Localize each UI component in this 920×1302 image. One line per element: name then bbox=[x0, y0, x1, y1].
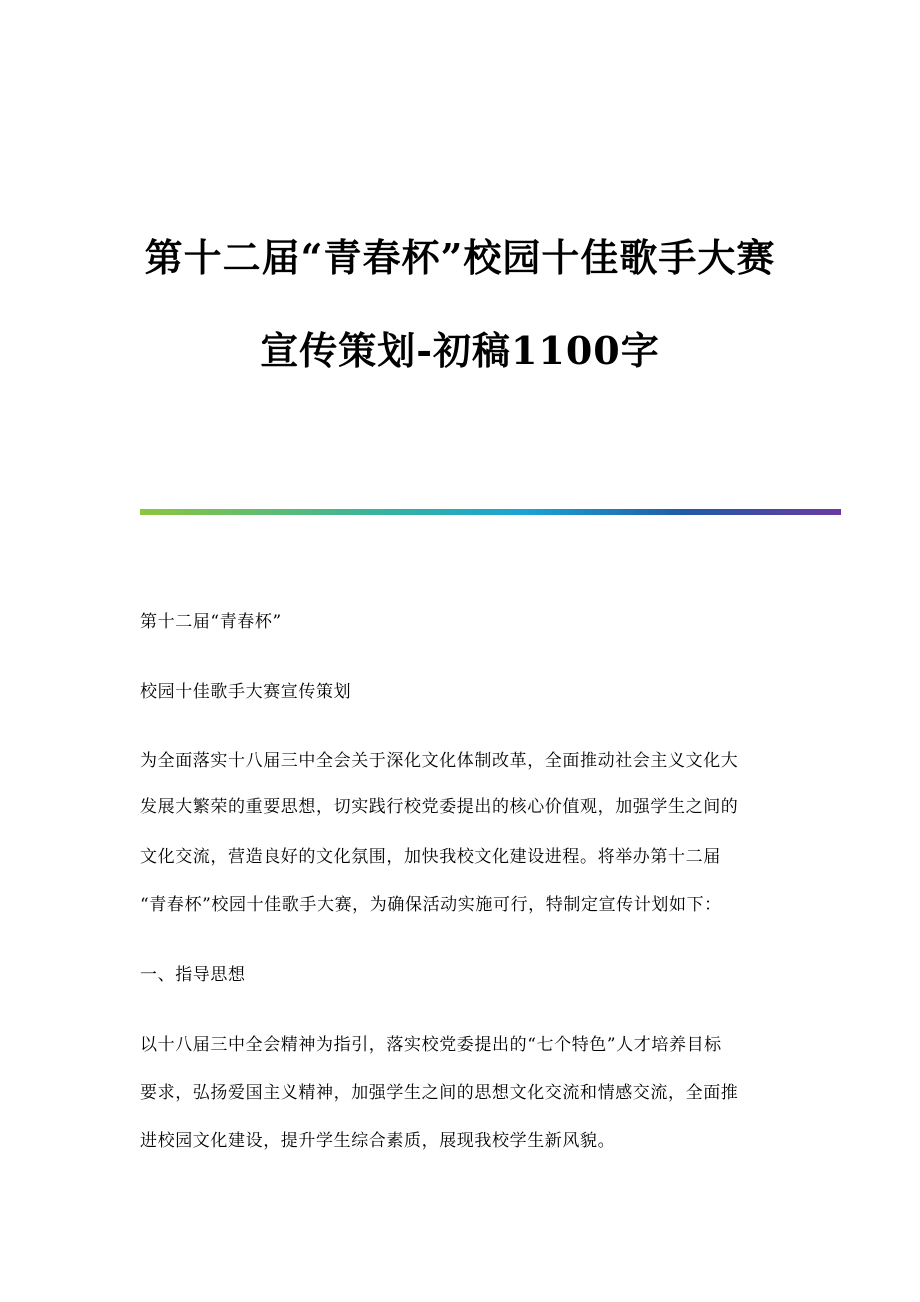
section-1-title: 一、指导思想 bbox=[140, 965, 246, 985]
content-heading-1: 第十二届“青春杯” bbox=[140, 612, 282, 632]
document-title-line-1: 第十二届“青春杯”校园十佳歌手大赛 bbox=[144, 235, 776, 280]
intro-line-1: 为全面落实十八届三中全会关于深化文化体制改革，全面推动社会主义文化大 bbox=[140, 751, 739, 771]
section-1-line-3: 进校园文化建设，提升学生综合素质，展现我校学生新风貌。 bbox=[140, 1131, 616, 1151]
section-1-line-1: 以十八届三中全会精神为指引，落实校党委提出的“七个特色”人才培养目标 bbox=[140, 1035, 722, 1055]
gradient-divider bbox=[140, 509, 841, 515]
intro-line-4: “青春杯”校园十佳歌手大赛，为确保活动实施可行，特制定宣传计划如下： bbox=[140, 895, 722, 915]
section-1-line-2: 要求，弘扬爱国主义精神，加强学生之间的思想文化交流和情感交流，全面推 bbox=[140, 1083, 739, 1103]
intro-line-3: 文化交流，营造良好的文化氛围，加快我校文化建设进程。将举办第十二届 bbox=[140, 847, 721, 867]
content-heading-2: 校园十佳歌手大赛宣传策划 bbox=[140, 682, 352, 702]
intro-line-2: 发展大繁荣的重要思想，切实践行校党委提出的核心价值观，加强学生之间的 bbox=[140, 797, 739, 817]
document-title-line-2: 宣传策划-初稿1100字 bbox=[260, 328, 660, 373]
